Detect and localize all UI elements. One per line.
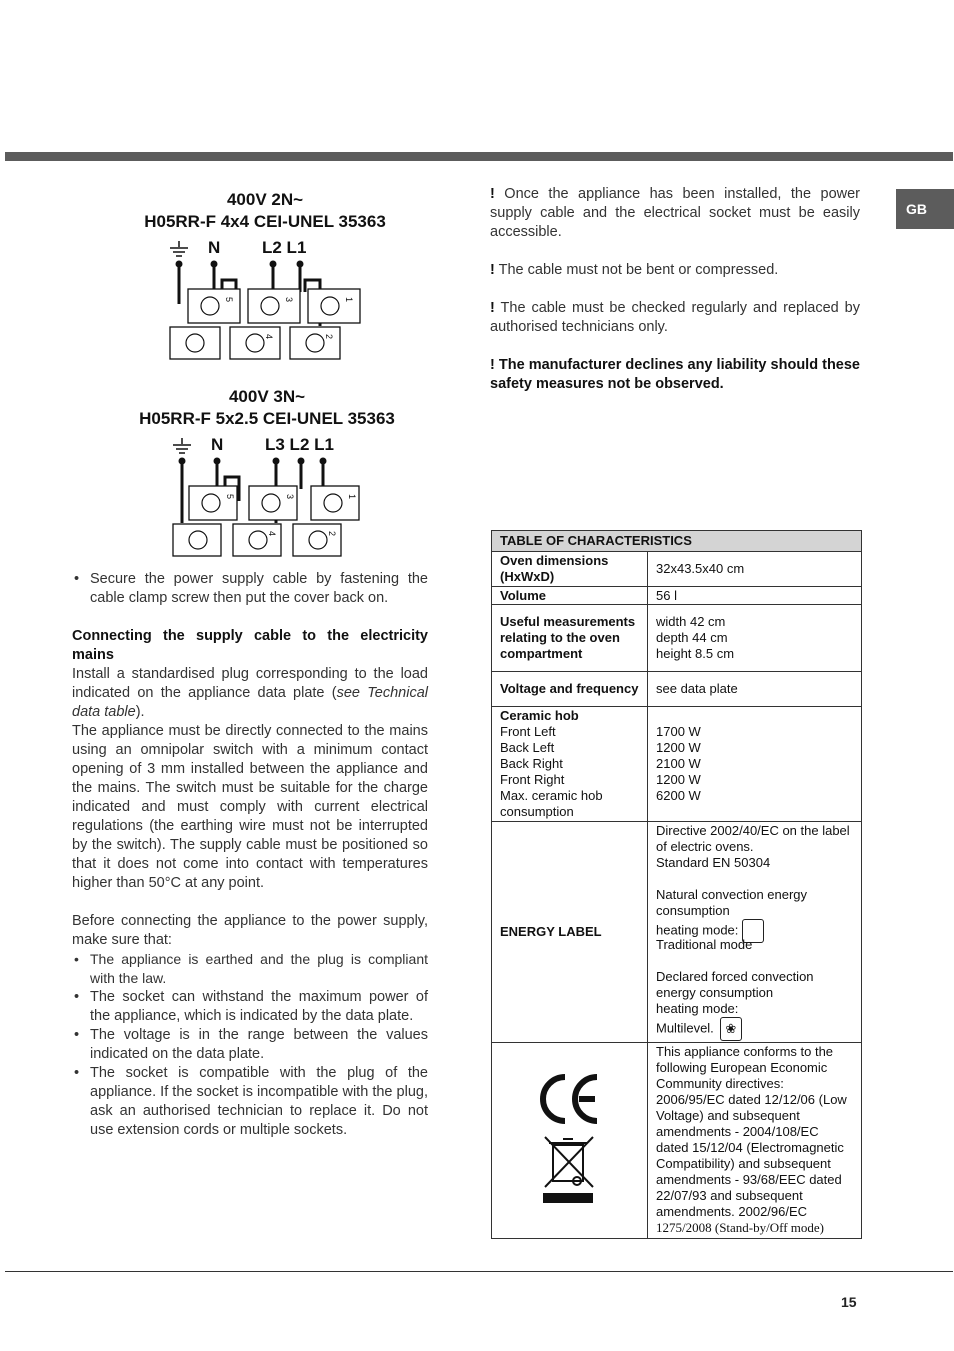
hob-value: 1200 W [656,740,701,755]
note-bent [490,261,860,280]
value-line: depth 44 cm [656,630,728,645]
row-value: 56 l [648,587,862,605]
energy-forced-mode: heating mode: [656,1001,739,1016]
characteristics-table [491,530,862,1239]
table-header: TABLE OF CHARACTERISTICS [492,531,862,552]
note-mark: ! [490,186,495,202]
row-value [648,605,862,672]
terminal-1: 1 [347,494,357,500]
hob-values [648,707,862,822]
note-checked [490,299,860,337]
terminal-3: 3 [284,297,294,303]
table-row-energy [492,822,862,1043]
hob-value: 1700 W [656,724,701,739]
section-heading: Connecting the supply cable to the electricity mains [72,628,428,663]
phase-labels: L2 L1 [262,238,307,257]
table-row-conformity [492,1043,862,1239]
table-row [492,605,862,672]
hob-heading: Ceramic hob [500,708,579,723]
hob-value: 1200 W [656,772,701,787]
crossed-out-bin-icon [545,1137,593,1187]
energy-details [648,822,862,1043]
value-line: height 8.5 cm [656,646,735,661]
conformity-directives: This appliance conforms to the following European Economic Community directives: 2006/95/EC dated 12/12/06 (Low Voltage) and subsequent amendments - 2004/108/EC dated 15/12/04 (Electromagnetic Compatibility) and subsequent amendments - 93/68/EEC dated 22/07/93 and subsequent amendments. 2002/96/EC [656,1044,847,1219]
para-before: Before connecting the appliance to the power supply, make sure that: [72,913,428,948]
conformity-standby: 1275/2008 (Stand-by/Off mode) [656,1220,825,1235]
energy-natural-mode: heating mode: [656,922,739,938]
bottom-rule [5,1271,953,1272]
hob-labels [492,707,648,822]
list-item: • The socket can withstand the maximum power of the appliance, which is indicated by the data plate. [72,988,428,1026]
row-label: Oven dimensions (HxWxD) [492,552,648,587]
wiring-diagram-2n [160,238,380,363]
fan-mode-icon: ❀ [720,1017,742,1041]
table-row [492,587,862,605]
table-row-hob [492,707,862,822]
energy-directive: Directive 2002/40/EC on the label of electric ovens. [656,823,850,854]
energy-natural: Natural convection energy consumption [656,887,808,918]
note-accessible [490,185,860,242]
note-mark: ! [490,300,495,316]
phase-labels-2: L3 L2 L1 [265,435,334,454]
ce-mark-icon [535,1069,605,1209]
note-liability: ! The manufacturer declines any liability should these safety measures not be observed. [490,357,860,392]
ground-icon [173,438,191,453]
energy-label: ENERGY LABEL [492,822,648,1043]
terminal-2: 2 [327,531,337,537]
table-row [492,552,862,587]
terminal-3: 3 [285,494,295,500]
diagram2-title-line1: 400V 3N~ [228,387,306,406]
diagram2-title [77,386,457,430]
hob-label: Back Right [500,756,563,771]
conformity-icons [492,1043,648,1239]
diagram1-title [75,189,455,233]
row-label: Voltage and frequency [492,672,648,707]
row-label: Volume [492,587,648,605]
terminal-4: 4 [267,531,277,537]
hob-value: 6200 W [656,788,701,803]
diagram2-title-line2: H05RR-F 5x2.5 CEI-UNEL 35363 [139,409,395,428]
table-row [492,672,862,707]
para-plug-italic: see Technical data table [72,685,428,720]
page-number: 15 [841,1294,857,1310]
ground-icon [170,241,188,256]
neutral-label: N [208,238,221,257]
note-text: The cable must not be bent or compressed. [494,262,779,278]
left-column [72,570,428,1140]
energy-forced: Declared forced convection energy consumption [656,969,814,1000]
terminal-5: 5 [224,297,234,303]
terminal-1: 1 [344,297,354,303]
list-item: • The voltage is in the range between the values indicated on the data plate. [72,1026,428,1064]
para-plug [72,665,428,722]
language-tab: GB [896,189,954,229]
top-rule [5,152,953,161]
energy-natural-type: Traditional mode [656,937,753,952]
para-switch: The appliance must be directly connected to the mains using an omnipolar switch with a minimum contact opening of 3 mm installed between the appliance and the mains. The switch must be suitable for the charge indicated and must comply with current electrical regulations (the earthing wire must not be interrupted by the switch). The supply cable must be positioned so that it does not come into contact with temperatures higher than 50°C at any point. [72,723,428,891]
energy-forced-type: Multilevel. [656,1020,714,1036]
list-item: • The appliance is earthed and the plug is compliant with the law. [72,950,428,988]
list-item: • The socket is compatible with the plug of the appliance. If the socket is incompatible with the plug, ask an authorised technician to replace it. Do not use extension cords or multiple sockets. [72,1064,428,1140]
energy-standard: Standard EN 50304 [656,855,771,870]
diagram1-title-line1: 400V 2N~ [226,190,304,209]
para-plug-text: Install a standardised plug corresponding to the load indicated on the appliance data plate ( [72,666,428,701]
hob-label: Front Right [500,772,565,787]
hob-label: Max. ceramic hob consumption [500,788,603,819]
terminal-5: 5 [225,494,235,500]
conformity-text [648,1043,862,1239]
note-text: The cable must be checked regularly and replaced by authorised technicians only. [490,300,860,335]
bullet-clamp: • Secure the power supply cable by fastening the cable clamp screw then put the cover back on. [72,570,428,608]
right-notes [490,185,860,413]
hob-value: 2100 W [656,756,701,771]
diagram1-title-line2: H05RR-F 4x4 CEI-UNEL 35363 [144,212,386,231]
row-value: 32x43.5x40 cm [648,552,862,587]
hob-label: Back Left [500,740,555,755]
row-label: Useful measurements relating to the oven compartment [492,605,648,672]
note-mark: ! [490,262,495,278]
terminal-2: 2 [324,334,334,340]
para-plug-end: ). [135,704,145,720]
neutral-label-2: N [211,435,224,454]
terminal-4: 4 [264,334,274,340]
row-value: see data plate [648,672,862,707]
wiring-diagram-3n [163,435,383,560]
value-line: width 42 cm [656,614,726,629]
note-text: Once the appliance has been installed, the power supply cable and the electrical socket must be easily accessible. [490,186,860,240]
hob-label: Front Left [500,724,556,739]
